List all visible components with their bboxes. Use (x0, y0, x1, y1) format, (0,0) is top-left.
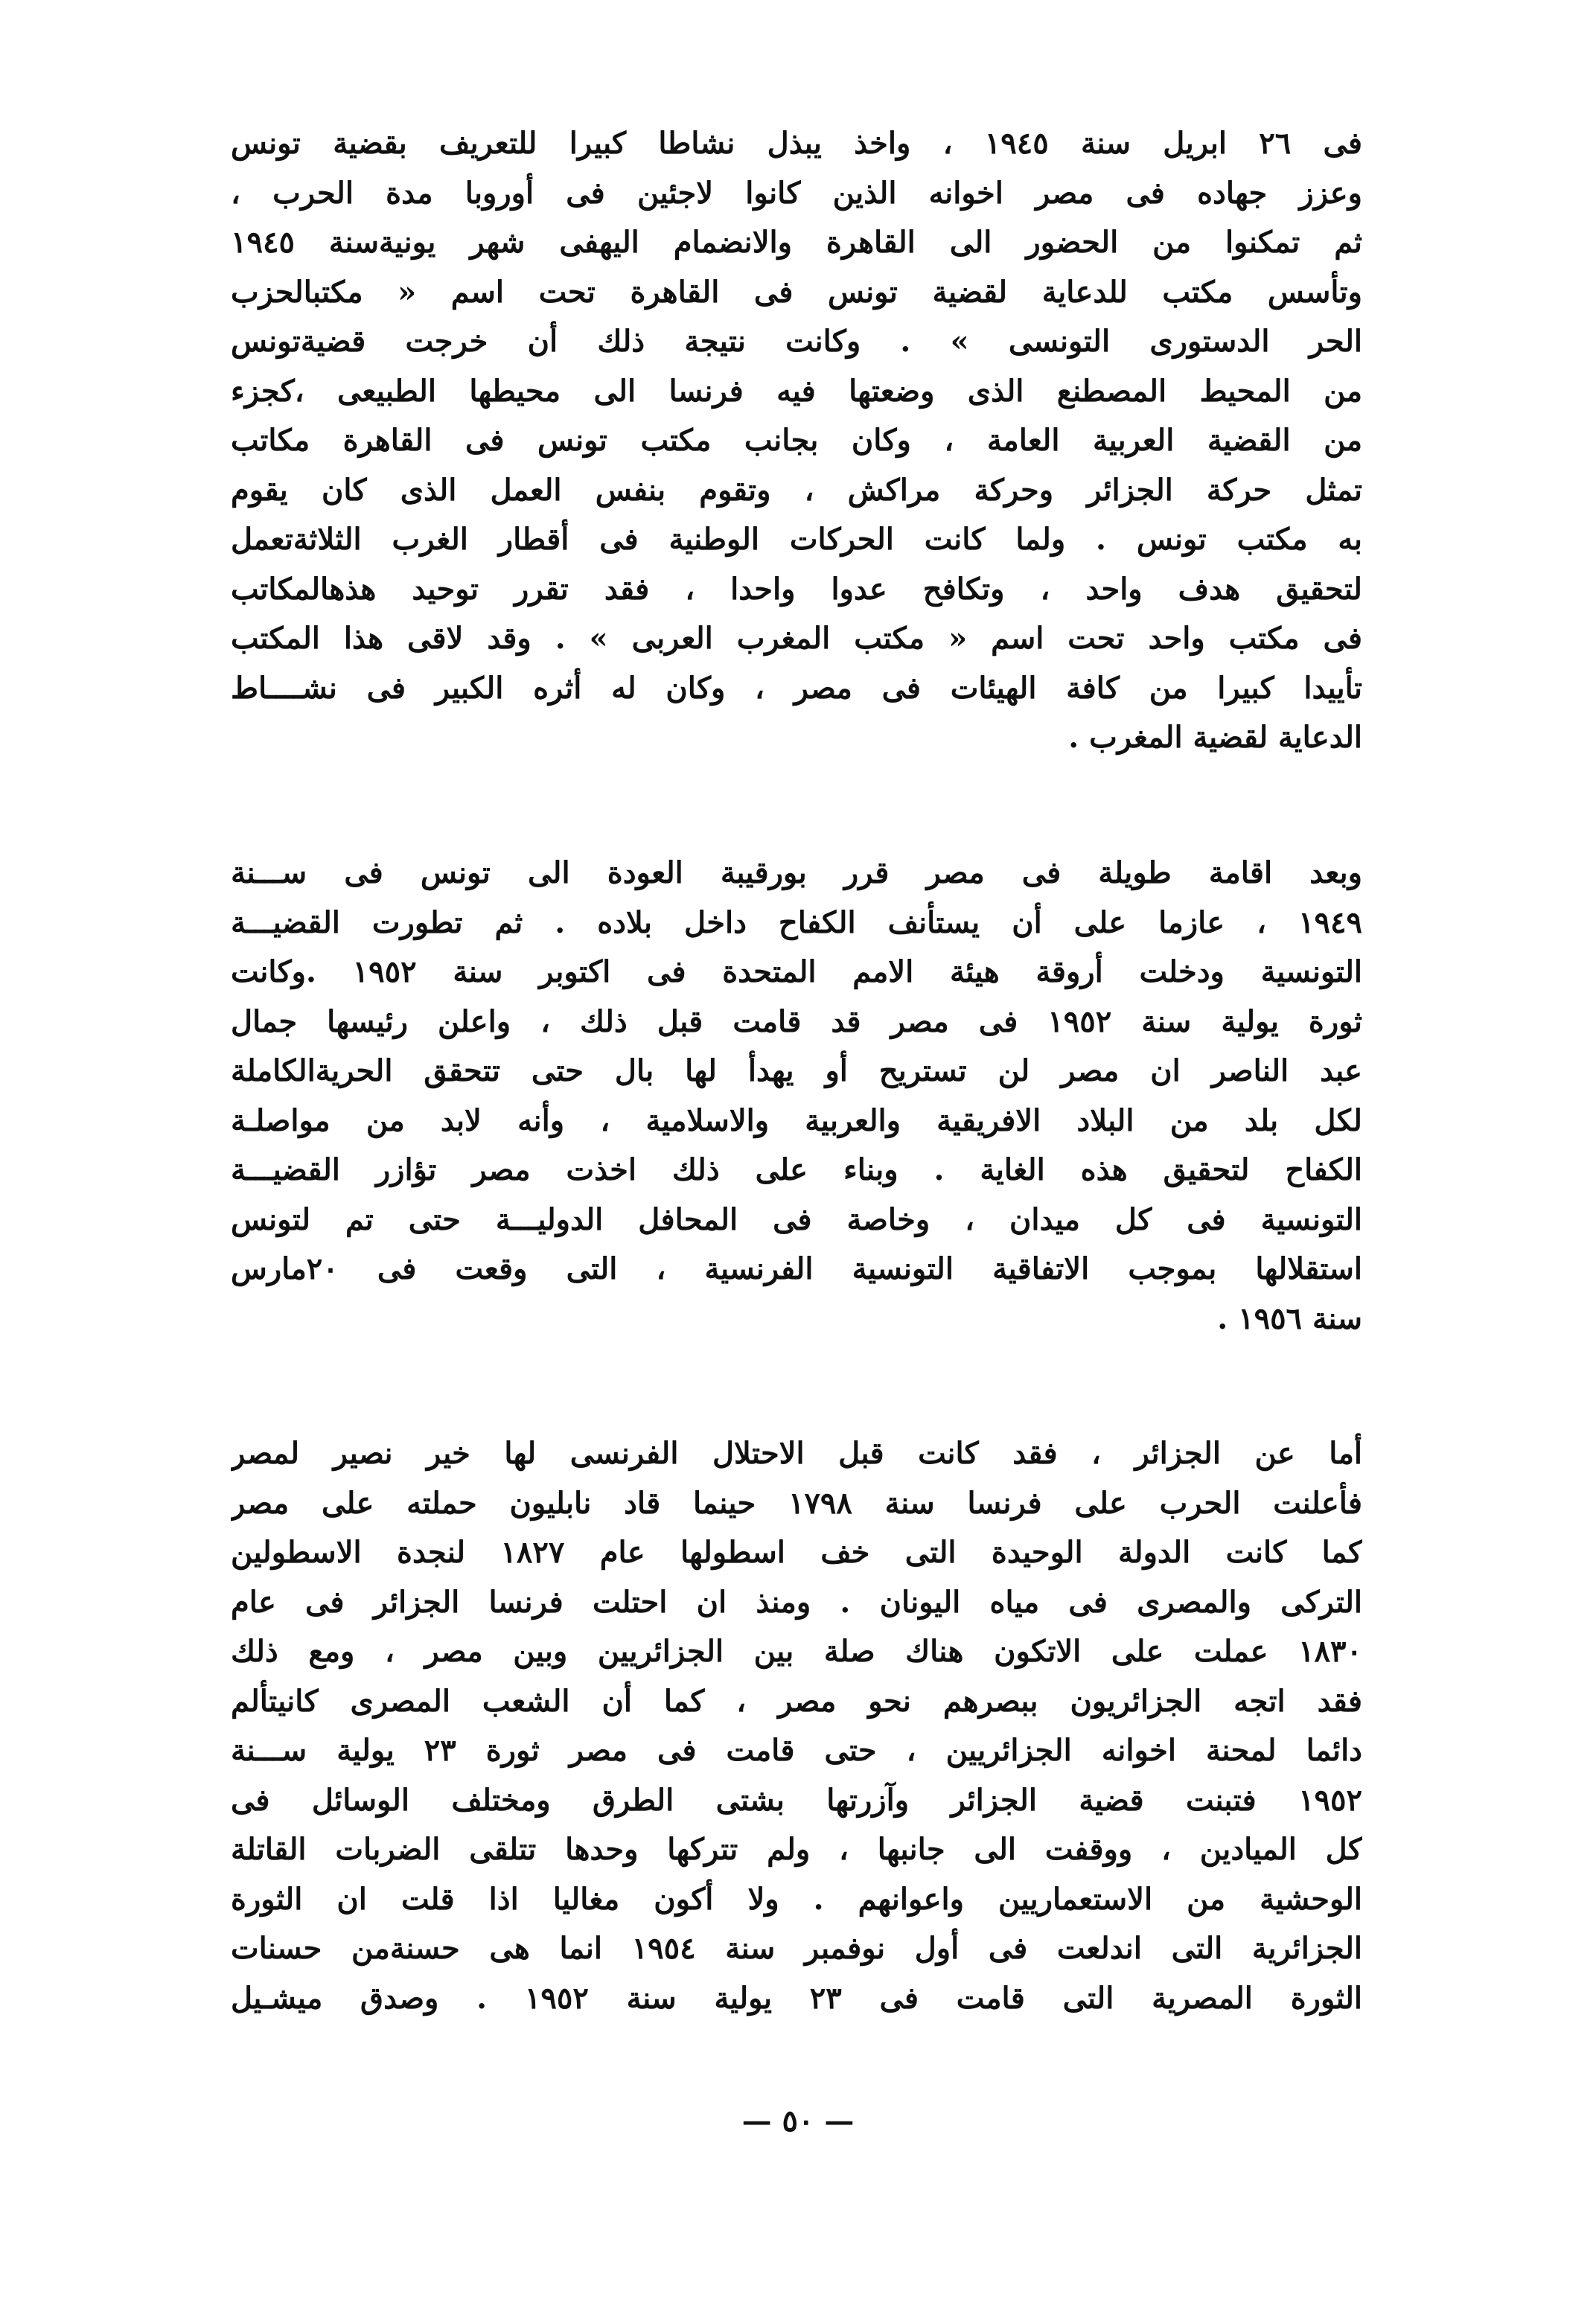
text-line: ثم تمكنوا من الحضور الى القاهرة والانضمام اليهفى شهر يونيةسنة ١٩٤٥ (231, 225, 1362, 260)
text-line: من القضية العربية العامة ، وكان بجانب مكتب تونس فى القاهرة مكاتب (231, 423, 1362, 458)
text-line: فى مكتب واحد تحت اسم « مكتب المغرب العربى » . وقد لاقى هذا المكتب (231, 621, 1362, 656)
text-line: وبعد اقامة طويلة فى مصر قرر بورقيبة العودة الى تونس فى ســـنة (231, 855, 1362, 890)
text-line: ١٨٣٠ عملت على الاتكون هناك صلة بين الجزائريين وبين مصر ، ومع ذلك (231, 1634, 1362, 1669)
text-line: كما كانت الدولة الوحيدة التى خف اسطولها عام ١٨٢٧ لنجدة الاسطولين (231, 1535, 1362, 1570)
text-line: ثورة يولية سنة ١٩٥٢ فى مصر قد قامت قبل ذلك ، واعلن رئيسها جمال (231, 1003, 1362, 1039)
text-line: ١٩٥٢ فتبنت قضية الجزائر وآزرتها بشتى الطرق ومختلف الوسائل فى (231, 1782, 1362, 1818)
text-line: الحر الدستورى التونسى » . وكانت نتيجة ذلك أن خرجت قضيةتونس (231, 324, 1362, 359)
paragraph-2 (231, 849, 1362, 1344)
text-line: به مكتب تونس . ولما كانت الحركات الوطنية فى أقطار الغرب الثلاثةتعمل (231, 522, 1362, 557)
text-line: فأعلنت الحرب على فرنسا سنة ١٧٩٨ حينما قاد نابليون حملته على مصر (231, 1485, 1362, 1521)
text-line: الكفاح لتحقيق هذه الغاية . وبناء على ذلك اخذت مصر تؤازر القضيـــة (231, 1152, 1362, 1187)
text-line: تمثل حركة الجزائر وحركة مراكش ، وتقوم بنفس العمل الذى كان يقوم (231, 472, 1362, 508)
text-line: فى ٢٦ ابريل سنة ١٩٤٥ ، واخذ يبذل نشاطا كبيرا للتعريف بقضية تونس (231, 126, 1362, 161)
paragraph-1 (231, 119, 1362, 763)
text-line: أما عن الجزائر ، فقد كانت قبل الاحتلال الفرنسى لها خير نصير لمصر (231, 1436, 1362, 1471)
text-line: تأييدا كبيرا من كافة الهيئات فى مصر ، وكان له أثره الكبير فى نشــــاط (231, 670, 1362, 706)
text-line: وتأسس مكتب للدعاية لقضية تونس فى القاهرة تحت اسم « مكتبالحزب (231, 274, 1362, 310)
text-line: الجزائرية التى اندلعت فى أول نوفمبر سنة ١٩٥٤ انما هى حسنةمن حسنات (231, 1931, 1362, 1966)
text-line: الوحشية من الاستعماريين واعوانهم . ولا أكون مغاليا اذا قلت ان الثورة (231, 1881, 1362, 1917)
text-line: دائما لمحنة اخوانه الجزائريين ، حتى قامت فى مصر ثورة ٢٣ يولية ســـنة (231, 1733, 1362, 1768)
text-line: من المحيط المصطنع الذى وضعتها فيه فرنسا الى محيطها الطبيعى ،كجزء (231, 373, 1362, 409)
text-line: وعزز جهاده فى مصر اخوانه الذين كانوا لاجئين فى أوروبا مدة الحرب ، (231, 175, 1362, 211)
text-line: فقد اتجه الجزائريون ببصرهم نحو مصر ، كما أن الشعب المصرى كانيتألم (231, 1683, 1362, 1719)
text-line: الثورة المصرية التى قامت فى ٢٣ يولية سنة ١٩٥٢ . وصدق ميشـيل (231, 1980, 1362, 2016)
text-line: التركى والمصرى فى مياه اليونان . ومنذ ان احتلت فرنسا الجزائر فى عام (231, 1584, 1362, 1620)
text-line: كل الميادين ، ووقفت الى جانبها ، ولم تتركها وحدها تتلقى الضربات القاتلة (231, 1832, 1362, 1867)
text-line: التونسية فى كل ميدان ، وخاصة فى المحافل الدوليـــة حتى تم لتونس (231, 1201, 1362, 1237)
text-line: ١٩٤٩ ، عازما على أن يستأنف الكفاح داخل بلاده . ثم تطورت القضيـــة (231, 904, 1362, 940)
text-line: لتحقيق هدف واحد ، وتكافح عدوا واحدا ، فقد تقرر توحيد هذهالمكاتب (231, 571, 1362, 607)
paragraph-3 (231, 1429, 1362, 2023)
text-line: سنة ١٩٥٦ . (1217, 1300, 1362, 1336)
text-line: لكل بلد من البلاد الافريقية والعربية والاسلامية ، وأنه لابد من مواصلـة (231, 1102, 1362, 1138)
text-line: الدعاية لقضية المغرب . (1068, 720, 1362, 755)
text-line: التونسية ودخلت أروقة هيئة الامم المتحدة فى اكتوبر سنة ١٩٥٢ .وكانت (231, 954, 1362, 989)
page-number: — ٥٠ — (741, 2104, 855, 2139)
text-line: استقلالها بموجب الاتفاقية التونسية الفرنسية ، التى وقعت فى ٢٠مارس (231, 1251, 1362, 1286)
text-line: عبد الناصر ان مصر لن تستريح أو يهدأ لها بال حتى تتحقق الحريةالكاملة (231, 1053, 1362, 1088)
